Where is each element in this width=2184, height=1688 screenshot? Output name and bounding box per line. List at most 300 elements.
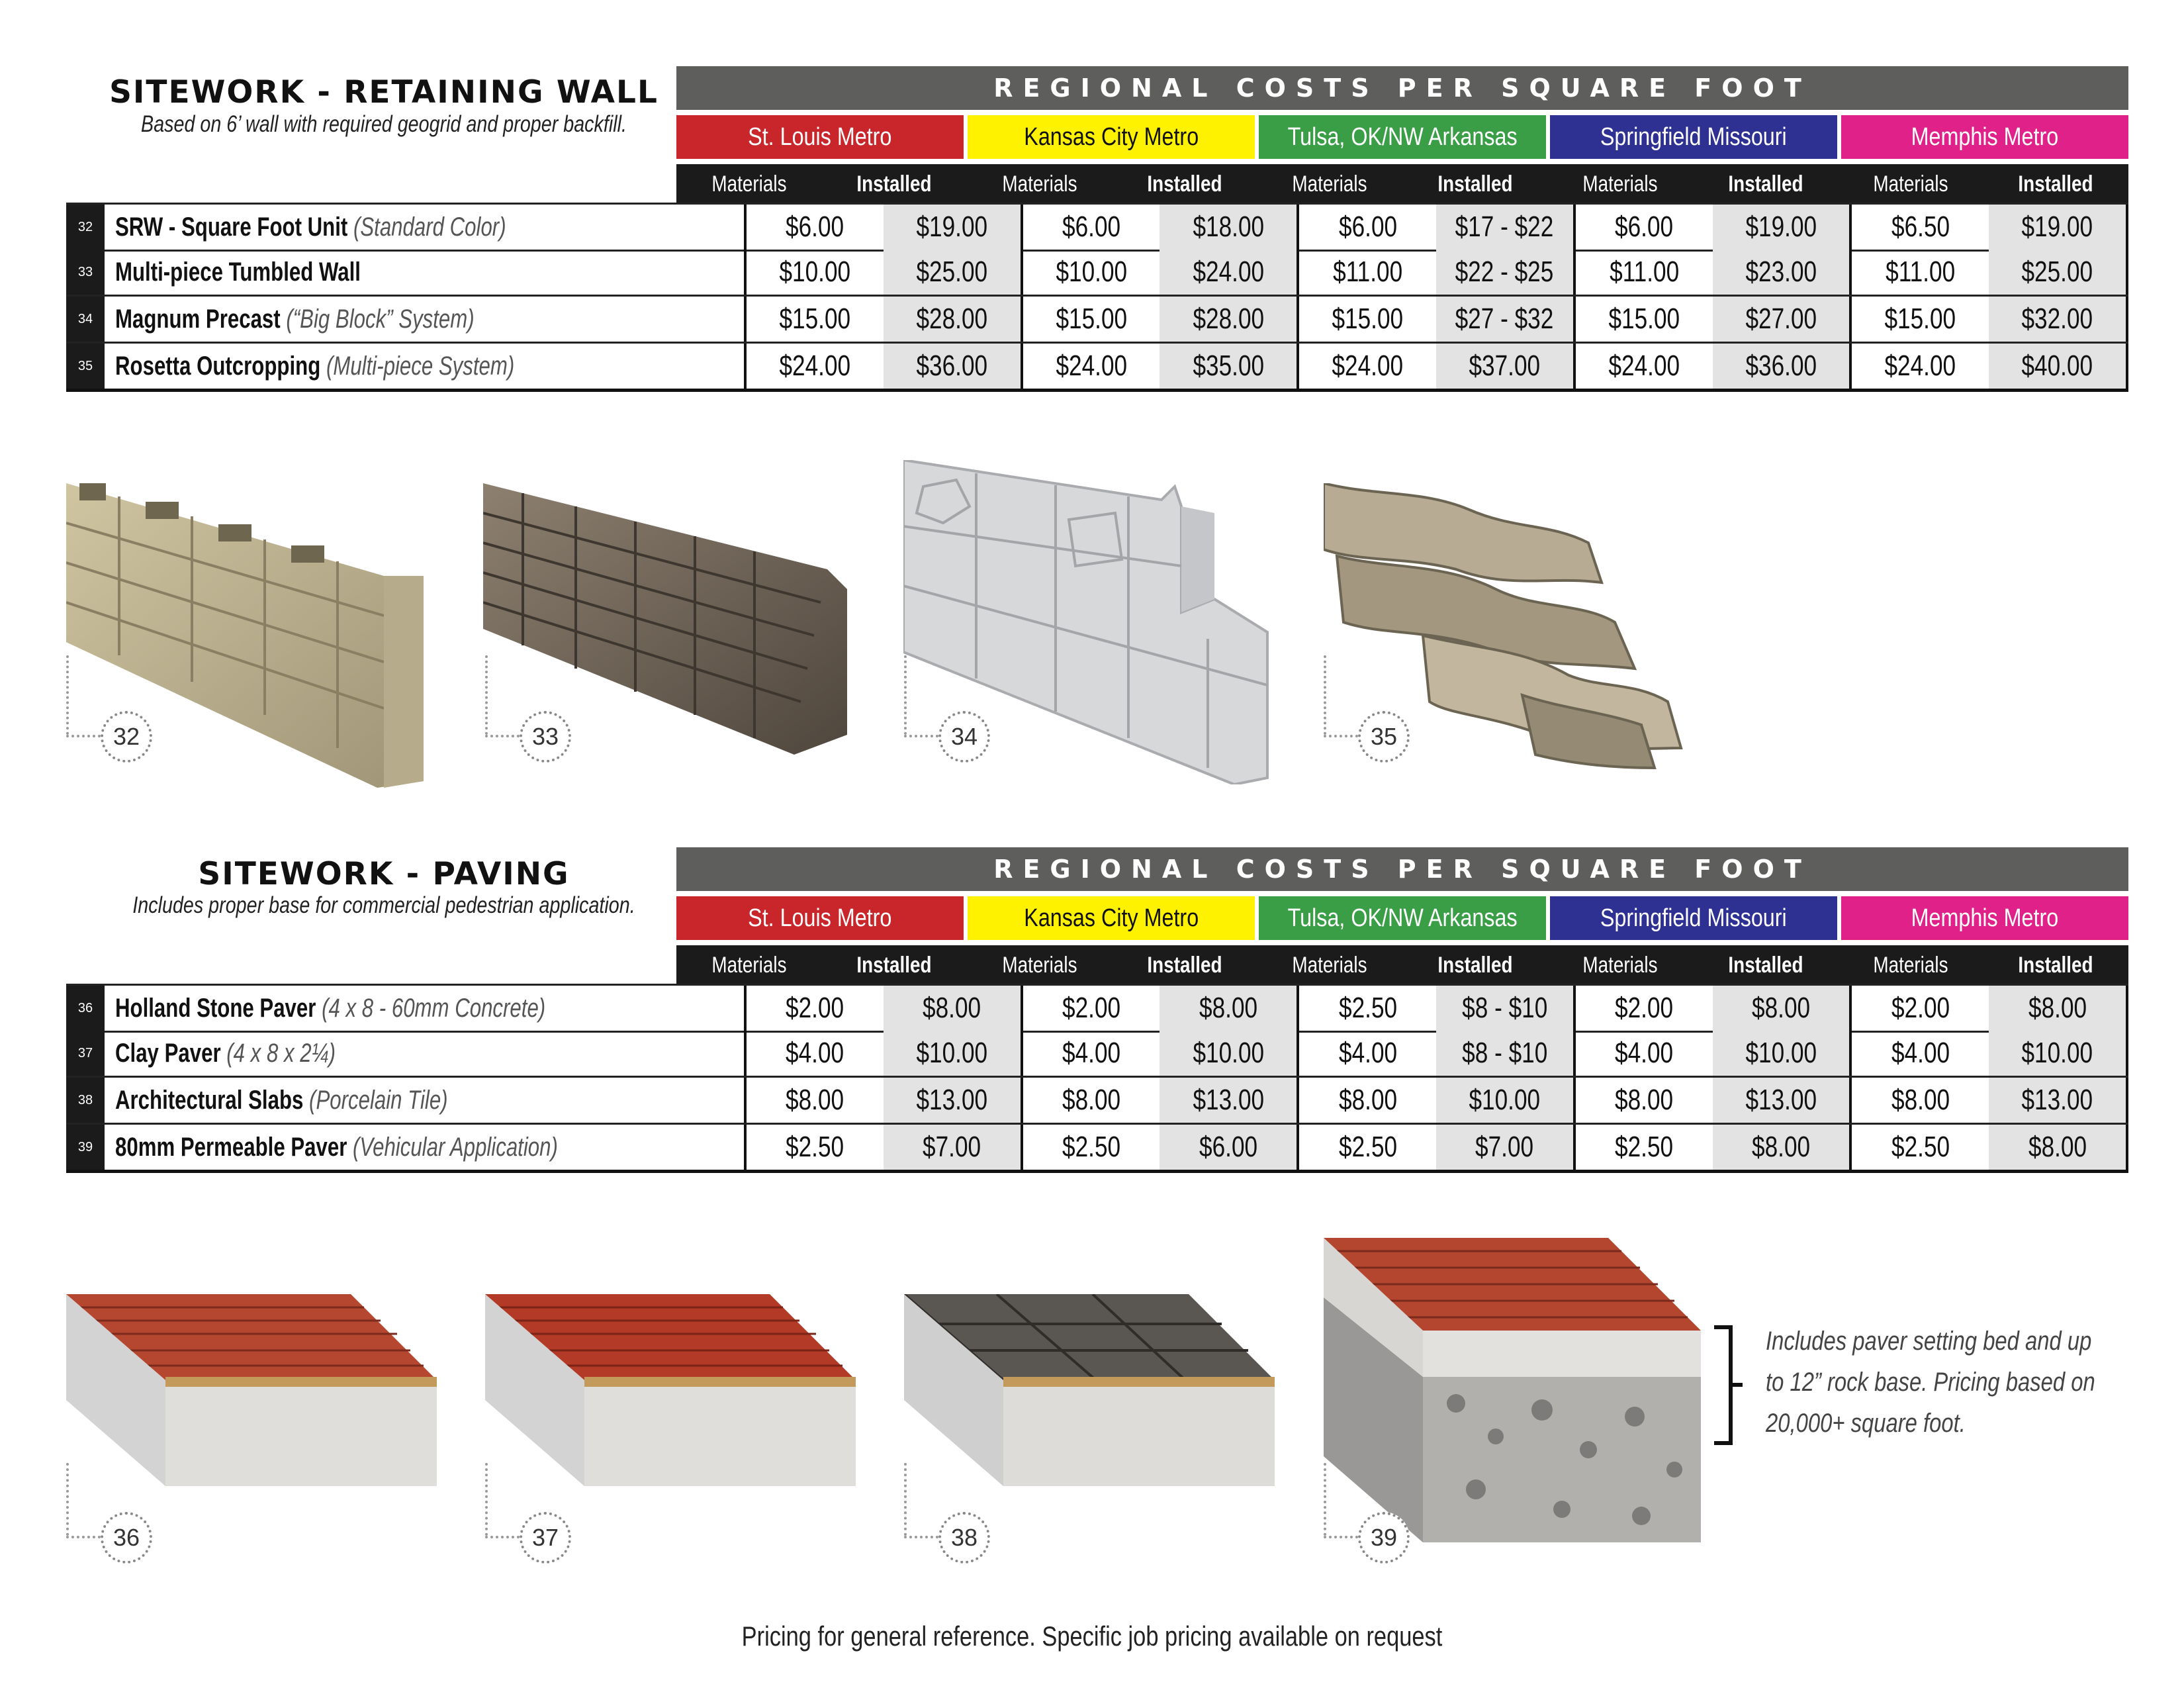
installed-price [1160, 1031, 1299, 1076]
materials-price [747, 344, 884, 389]
paving-title: SITEWORK - PAVING [198, 856, 570, 892]
materials-column-header [1547, 164, 1692, 204]
region-name: St. Louis Metro [748, 904, 892, 932]
installed-column-header [1112, 945, 1257, 985]
price-value: $27 - $32 [1455, 303, 1554, 335]
paving-subtitle: Includes proper base for commercial pedestrian application. [132, 892, 635, 918]
price-value: $7.00 [923, 1131, 981, 1163]
region-header [1550, 115, 1841, 159]
installed-price [884, 344, 1023, 389]
installed-column-header [821, 945, 966, 985]
installed-price [884, 250, 1023, 295]
price-value: $10.00 [1056, 256, 1127, 288]
price-value: $19.00 [2021, 211, 2093, 243]
image-label-39: 39 [1358, 1512, 1410, 1564]
paving-subheader-row [676, 945, 2128, 985]
materials-price [1852, 1078, 1989, 1123]
materials-price [1023, 1078, 1160, 1123]
image-38-architectural-slabs [904, 1294, 1288, 1493]
price-cells [744, 297, 2128, 342]
materials-price [1023, 205, 1160, 250]
price-value: $36.00 [1745, 350, 1817, 382]
region-name: St. Louis Metro [748, 123, 892, 151]
price-value: $15.00 [1608, 303, 1680, 335]
price-value: $22 - $25 [1455, 256, 1554, 288]
row-label [105, 250, 744, 295]
installed-label: Installed [2018, 171, 2093, 197]
image-label-35: 35 [1358, 711, 1410, 763]
installed-column-header [1112, 164, 1257, 204]
leader-line-36-h [66, 1536, 101, 1538]
installed-price [1713, 250, 1852, 295]
installed-label: Installed [1727, 171, 1803, 197]
product-name: Architectural Slabs [115, 1085, 304, 1115]
materials-price [1852, 250, 1989, 295]
row-label [105, 1125, 744, 1170]
region-header [968, 896, 1259, 940]
installed-label: Installed [2018, 953, 2093, 978]
retaining-subtitle: Based on 6’ wall with required geogrid and proper backfill. [141, 111, 627, 137]
region-name: Springfield Missouri [1600, 904, 1787, 932]
price-value: $2.50 [1615, 1131, 1674, 1163]
base-note-line-1: Includes paver setting bed and up [1766, 1327, 2092, 1356]
price-cells [744, 986, 2128, 1031]
installed-price [1989, 1078, 2126, 1123]
price-value: $10.00 [1192, 1037, 1264, 1069]
price-value: $23.00 [1745, 256, 1817, 288]
clay-paver-illustration [485, 1294, 869, 1493]
installed-price [884, 297, 1023, 342]
price-value: $25.00 [916, 256, 988, 288]
price-value: $13.00 [1192, 1084, 1264, 1116]
leader-line-33-h [485, 735, 520, 737]
installed-label: Installed [1147, 953, 1222, 978]
region-name: Memphis Metro [1911, 904, 2059, 932]
price-cells [744, 250, 2128, 295]
installed-price [1436, 1078, 1576, 1123]
installed-price [1436, 250, 1576, 295]
materials-price [1299, 344, 1436, 389]
price-value: $6.50 [1891, 211, 1950, 243]
region-name: Tulsa, OK/NW Arkansas [1287, 904, 1518, 932]
installed-price [1436, 1125, 1576, 1170]
price-value: $8.00 [1891, 1084, 1950, 1116]
materials-price [1299, 205, 1436, 250]
region-header [1550, 896, 1841, 940]
row-number: 32 [66, 205, 105, 250]
installed-column-header [1402, 164, 1547, 204]
materials-column-header [1838, 164, 1983, 204]
product-description: (Vehicular Application) [353, 1132, 558, 1162]
retaining-cost-band: REGIONAL COSTS PER SQUARE FOOT [676, 66, 2128, 110]
price-cells [744, 1031, 2128, 1076]
price-value: $2.00 [1615, 992, 1674, 1024]
installed-label: Installed [1437, 171, 1513, 197]
materials-price [1852, 344, 1989, 389]
price-value: $2.50 [1338, 1131, 1397, 1163]
materials-price [1576, 205, 1713, 250]
price-value: $4.00 [786, 1037, 844, 1069]
materials-label: Materials [1292, 171, 1367, 197]
price-value: $2.50 [1891, 1131, 1950, 1163]
image-label-34: 34 [938, 711, 990, 763]
price-value: $8.00 [1338, 1084, 1397, 1116]
materials-label: Materials [711, 171, 787, 197]
materials-price [747, 1078, 884, 1123]
installed-label: Installed [856, 171, 932, 197]
materials-column-header [1257, 945, 1402, 985]
price-value: $8.00 [2028, 1131, 2087, 1163]
price-value: $8 - $10 [1461, 992, 1547, 1024]
materials-price [1299, 1125, 1436, 1170]
installed-price [1160, 297, 1299, 342]
installed-price [884, 1078, 1023, 1123]
installed-column-header [1983, 945, 2128, 985]
table-row [66, 1125, 2128, 1173]
materials-price [747, 205, 884, 250]
product-description: (4 x 8 x 2¼) [226, 1038, 336, 1068]
leader-line-39 [1324, 1463, 1326, 1536]
materials-label: Materials [1873, 171, 1948, 197]
price-value: $6.00 [1199, 1131, 1257, 1163]
materials-price [1299, 250, 1436, 295]
materials-price [1576, 344, 1713, 389]
table-row [66, 250, 2128, 297]
price-value: $15.00 [1332, 303, 1404, 335]
base-note-line-2: to 12” rock base. Pricing based on [1766, 1368, 2095, 1397]
row-number: 33 [66, 250, 105, 295]
materials-price [1852, 986, 1989, 1031]
materials-label: Materials [1001, 171, 1077, 197]
price-value: $40.00 [2021, 350, 2093, 382]
region-header [968, 115, 1259, 159]
materials-price [1023, 297, 1160, 342]
row-label [105, 1078, 744, 1123]
installed-label: Installed [1147, 171, 1222, 197]
price-value: $32.00 [2021, 303, 2093, 335]
materials-price [747, 1031, 884, 1076]
region-name: Kansas City Metro [1024, 904, 1199, 932]
price-value: $8.00 [786, 1084, 844, 1116]
installed-price [1713, 1031, 1852, 1076]
price-value: $10.00 [1745, 1037, 1817, 1069]
price-value: $18.00 [1192, 211, 1264, 243]
image-label-32: 32 [101, 711, 152, 763]
base-note-line-3: 20,000+ square foot. [1766, 1409, 1966, 1438]
installed-price [1713, 297, 1852, 342]
table-row [66, 344, 2128, 392]
product-name: Holland Stone Paver [115, 993, 316, 1023]
leader-line-32-h [66, 735, 101, 737]
product-name: Magnum Precast [115, 304, 281, 334]
installed-price [884, 205, 1023, 250]
price-value: $6.00 [1615, 211, 1674, 243]
installed-price [1989, 1125, 2126, 1170]
row-number: 35 [66, 344, 105, 389]
price-value: $4.00 [1615, 1037, 1674, 1069]
price-value: $28.00 [916, 303, 988, 335]
installed-price [1713, 986, 1852, 1031]
table-row [66, 1031, 2128, 1078]
leader-line-34 [904, 655, 907, 735]
installed-price [884, 1031, 1023, 1076]
price-value: $2.50 [786, 1131, 844, 1163]
installed-price [1989, 250, 2126, 295]
price-value: $15.00 [1056, 303, 1127, 335]
installed-price [1436, 205, 1576, 250]
materials-price [1023, 250, 1160, 295]
price-value: $8.00 [1199, 992, 1257, 1024]
materials-column-header [676, 164, 821, 204]
region-header [676, 896, 968, 940]
product-name: 80mm Permeable Paver [115, 1132, 347, 1162]
leader-line-33 [485, 655, 488, 735]
price-value: $25.00 [2021, 256, 2093, 288]
base-bracket [1711, 1324, 1744, 1450]
installed-label: Installed [856, 953, 932, 978]
product-name: Multi-piece Tumbled Wall [115, 257, 361, 287]
price-value: $13.00 [2021, 1084, 2093, 1116]
permeable-paver-illustration [1324, 1238, 1707, 1549]
materials-label: Materials [711, 953, 787, 978]
installed-column-header [1402, 945, 1547, 985]
price-value: $8.00 [1751, 1131, 1811, 1163]
price-value: $10.00 [916, 1037, 988, 1069]
price-value: $8.00 [923, 992, 981, 1024]
image-label-36: 36 [101, 1512, 152, 1564]
materials-price [747, 250, 884, 295]
price-value: $13.00 [916, 1084, 988, 1116]
materials-label: Materials [1582, 171, 1658, 197]
product-name: Rosetta Outcropping [115, 351, 321, 381]
retaining-title: SITEWORK - RETAINING WALL [109, 74, 659, 111]
price-value: $37.00 [1469, 350, 1541, 382]
materials-price [1023, 344, 1160, 389]
price-cells [744, 1078, 2128, 1123]
architectural-slabs-illustration [904, 1294, 1288, 1493]
materials-column-header [1257, 164, 1402, 204]
product-description: (Multi-piece System) [326, 351, 515, 381]
installed-column-header [1693, 164, 1838, 204]
installed-price [1436, 297, 1576, 342]
price-value: $19.00 [916, 211, 988, 243]
price-value: $17 - $22 [1455, 211, 1554, 243]
price-value: $11.00 [1609, 256, 1679, 288]
price-value: $10.00 [779, 256, 851, 288]
materials-price [747, 1125, 884, 1170]
image-label-38: 38 [938, 1512, 990, 1564]
materials-price [747, 297, 884, 342]
installed-price [1160, 1078, 1299, 1123]
footer-note: Pricing for general reference. Specific job pricing available on request [741, 1620, 1443, 1652]
price-cells [744, 1125, 2128, 1170]
leader-line-38 [904, 1463, 907, 1536]
table-row [66, 984, 2128, 1033]
materials-price [1852, 1125, 1989, 1170]
installed-price [884, 1125, 1023, 1170]
installed-price [1713, 1125, 1852, 1170]
installed-price [1989, 344, 2126, 389]
table-row [66, 203, 2128, 252]
materials-price [1576, 1125, 1713, 1170]
image-39-permeable-paver [1324, 1238, 1707, 1549]
region-header [1841, 115, 2128, 159]
price-value: $19.00 [1745, 211, 1817, 243]
region-name: Kansas City Metro [1024, 123, 1199, 151]
materials-label: Materials [1582, 953, 1658, 978]
materials-label: Materials [1292, 953, 1367, 978]
price-value: $2.50 [1062, 1131, 1121, 1163]
materials-price [1576, 1078, 1713, 1123]
region-name: Memphis Metro [1911, 123, 2059, 151]
materials-column-header [1547, 945, 1692, 985]
installed-price [1713, 344, 1852, 389]
materials-price [1852, 297, 1989, 342]
materials-price [1299, 1031, 1436, 1076]
image-37-clay-paver [485, 1294, 869, 1493]
materials-price [1299, 297, 1436, 342]
holland-stone-illustration [66, 1294, 450, 1493]
paving-cost-band: REGIONAL COSTS PER SQUARE FOOT [676, 847, 2128, 891]
image-label-37: 37 [520, 1512, 571, 1564]
region-header [676, 115, 968, 159]
installed-price [1989, 297, 2126, 342]
table-row [66, 1078, 2128, 1125]
leader-line-36 [66, 1463, 69, 1536]
paving-region-row [676, 896, 2128, 940]
leader-line-35-h [1324, 735, 1358, 737]
leader-line-34-h [904, 735, 938, 737]
installed-price [1436, 986, 1576, 1031]
retaining-subheader-row [676, 164, 2128, 204]
table-row [66, 297, 2128, 344]
region-header [1259, 115, 1550, 159]
price-value: $2.00 [786, 992, 844, 1024]
region-name: Springfield Missouri [1600, 123, 1787, 151]
installed-price [884, 986, 1023, 1031]
leader-line-32 [66, 655, 69, 735]
materials-label: Materials [1873, 953, 1948, 978]
retaining-region-row [676, 115, 2128, 159]
materials-price [1576, 1031, 1713, 1076]
row-label [105, 986, 744, 1031]
materials-price [1299, 1078, 1436, 1123]
price-value: $8 - $10 [1461, 1037, 1547, 1069]
materials-column-header [967, 164, 1112, 204]
leader-line-38-h [904, 1536, 938, 1538]
region-header [1259, 896, 1550, 940]
price-value: $13.00 [1745, 1084, 1817, 1116]
materials-column-header [676, 945, 821, 985]
price-value: $2.50 [1338, 992, 1397, 1024]
price-value: $28.00 [1192, 303, 1264, 335]
row-label [105, 297, 744, 342]
price-value: $15.00 [779, 303, 851, 335]
materials-price [1023, 1031, 1160, 1076]
materials-column-header [967, 945, 1112, 985]
row-number: 36 [66, 986, 105, 1031]
product-name: Clay Paver [115, 1038, 221, 1068]
installed-column-header [1983, 164, 2128, 204]
base-note [1766, 1321, 2095, 1444]
materials-price [1852, 1031, 1989, 1076]
price-value: $6.00 [1062, 211, 1121, 243]
product-description: (4 x 8 - 60mm Concrete) [322, 993, 546, 1023]
price-value: $10.00 [1469, 1084, 1541, 1116]
price-value: $2.00 [1062, 992, 1121, 1024]
price-value: $24.00 [1884, 350, 1956, 382]
price-value: $36.00 [916, 350, 988, 382]
row-number: 34 [66, 297, 105, 342]
price-value: $8.00 [2028, 992, 2087, 1024]
materials-price [1299, 986, 1436, 1031]
price-value: $11.00 [1886, 256, 1956, 288]
row-number: 39 [66, 1125, 105, 1170]
leader-line-35 [1324, 655, 1326, 735]
price-value: $27.00 [1745, 303, 1817, 335]
price-value: $2.00 [1891, 992, 1950, 1024]
installed-price [1713, 1078, 1852, 1123]
price-value: $6.00 [786, 211, 844, 243]
materials-label: Materials [1001, 953, 1077, 978]
price-value: $4.00 [1891, 1037, 1950, 1069]
materials-price [1576, 297, 1713, 342]
installed-price [1989, 205, 2126, 250]
materials-price [1852, 205, 1989, 250]
price-value: $7.00 [1475, 1131, 1534, 1163]
price-cells [744, 344, 2128, 389]
price-value: $24.00 [1056, 350, 1127, 382]
price-value: $10.00 [2021, 1037, 2093, 1069]
row-number: 38 [66, 1078, 105, 1123]
image-label-33: 33 [520, 711, 571, 763]
installed-price [1160, 205, 1299, 250]
installed-price [1713, 205, 1852, 250]
leader-line-39-h [1324, 1536, 1358, 1538]
materials-column-header [1838, 945, 1983, 985]
price-value: $11.00 [1333, 256, 1403, 288]
price-value: $6.00 [1338, 211, 1397, 243]
price-value: $8.00 [1062, 1084, 1121, 1116]
installed-column-header [1693, 945, 1838, 985]
price-value: $24.00 [1608, 350, 1680, 382]
price-value: $24.00 [1192, 256, 1264, 288]
materials-price [1023, 986, 1160, 1031]
installed-price [1436, 1031, 1576, 1076]
price-value: $8.00 [1615, 1084, 1674, 1116]
installed-price [1160, 1125, 1299, 1170]
price-value: $15.00 [1884, 303, 1956, 335]
installed-column-header [821, 164, 966, 204]
price-value: $24.00 [1332, 350, 1404, 382]
product-description: (Standard Color) [353, 212, 506, 242]
image-36-holland-stone [66, 1294, 450, 1493]
materials-price [1576, 986, 1713, 1031]
row-label [105, 344, 744, 389]
leader-line-37 [485, 1463, 488, 1536]
product-description: (“Big Block” System) [286, 304, 475, 334]
installed-price [1160, 344, 1299, 389]
leader-line-37-h [485, 1536, 520, 1538]
product-description: (Porcelain Tile) [309, 1085, 448, 1115]
product-name: SRW - Square Foot Unit [115, 212, 348, 242]
row-label [105, 205, 744, 250]
installed-label: Installed [1727, 953, 1803, 978]
installed-price [1989, 1031, 2126, 1076]
region-header [1841, 896, 2128, 940]
row-label [105, 1031, 744, 1076]
materials-price [747, 986, 884, 1031]
